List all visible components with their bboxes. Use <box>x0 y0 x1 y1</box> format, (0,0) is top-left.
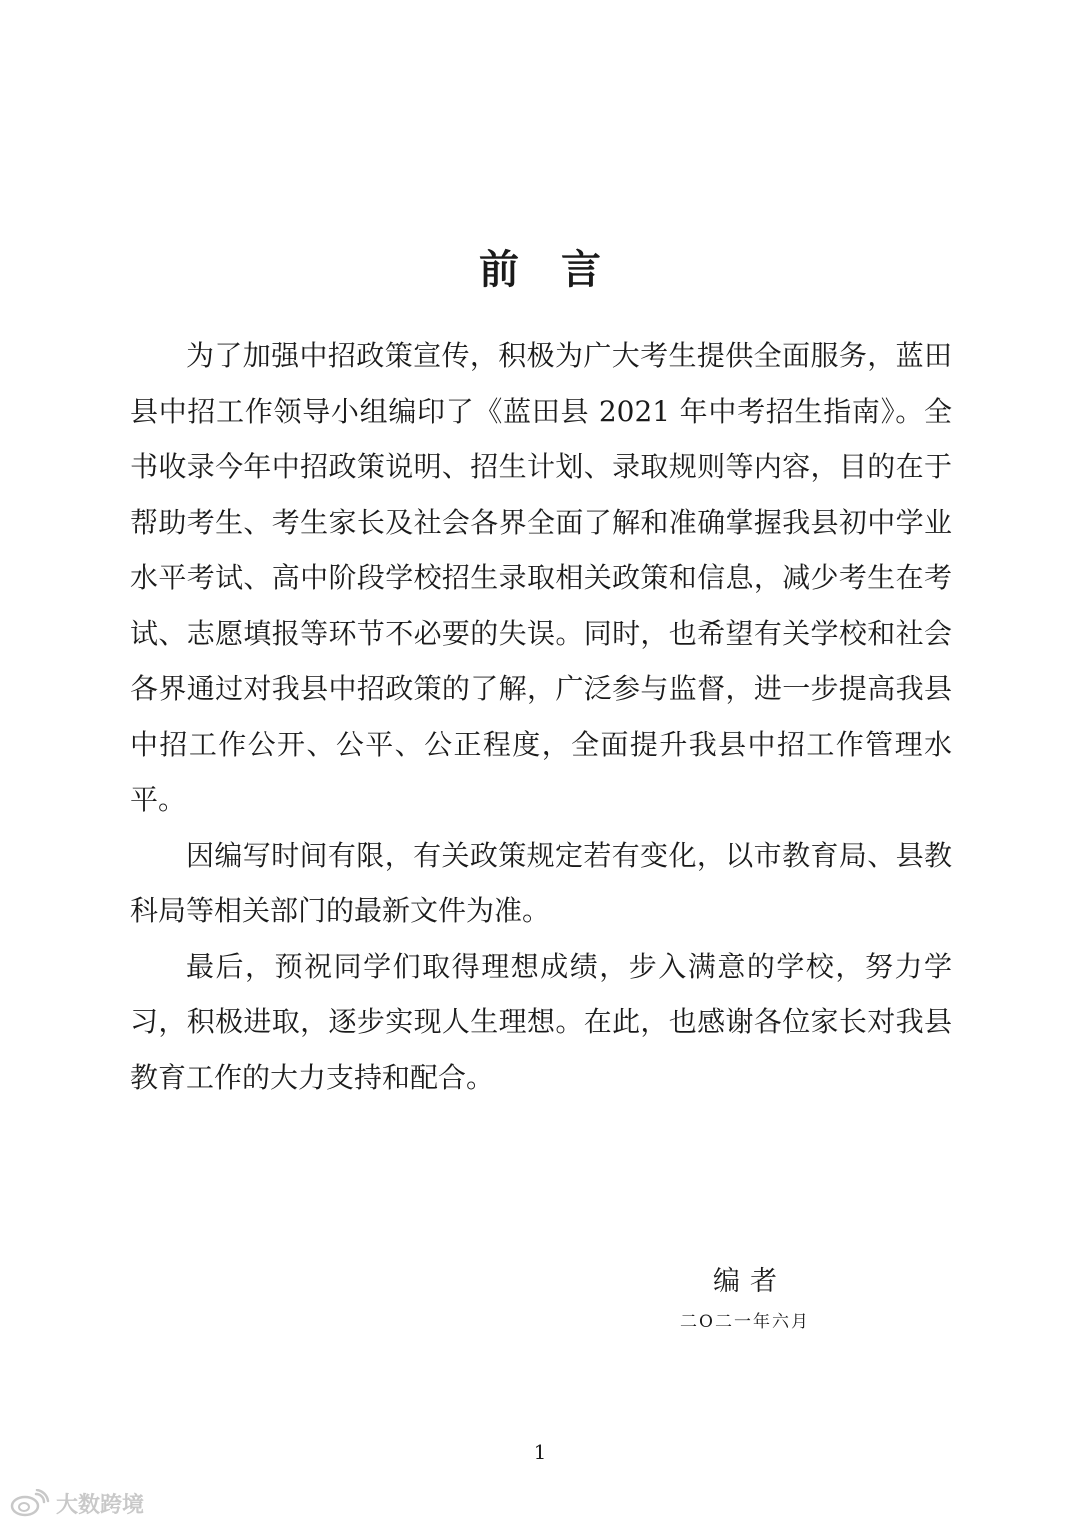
page-number: 1 <box>533 1440 547 1464</box>
paragraph-2: 因编写时间有限，有关政策规定若有变化，以市教育局、县教科局等相关部门的最新文件为准。 <box>130 838 952 927</box>
page-title: 前言 <box>479 247 643 293</box>
watermark-text: 大数跨境 <box>56 1492 145 1518</box>
paragraph-3: 最后，预祝同学们取得理想成绩，步入满意的学校，努力学习，积极进取，逐步实现人生理想。在此，也感谢各位家长对我县教育工作的大力支持和配合。 <box>130 949 952 1094</box>
watermark <box>10 1487 144 1519</box>
signature: 编者 <box>713 1266 787 1297</box>
paragraph-1: 为了加强中招政策宣传，积极为广大考生提供全面服务，蓝田县中招工作领导小组编印了《蓝田县 2021 年中考招生指南》。全书收录今年中招政策说明、招生计划、录取规则等内容，目的在于帮助考生、考生家长及社会各界全面了解和准确掌握我县初中学业水平考试、高中阶段学校招生录取相关政策和信息，减少考生在考试、志愿填报等环节不必要的失误。同时，也希望有关学校和社会各界通过对我县中招政策的了解，广泛参与监督，进一步提高我县中招工作公开、公平、公正程度，全面提升我县中招工作管理水平。 <box>130 339 952 816</box>
preface-body <box>130 328 952 1105</box>
weibo-logo-icon <box>10 1489 50 1517</box>
signature-date: 二O二一年六月 <box>680 1312 810 1332</box>
